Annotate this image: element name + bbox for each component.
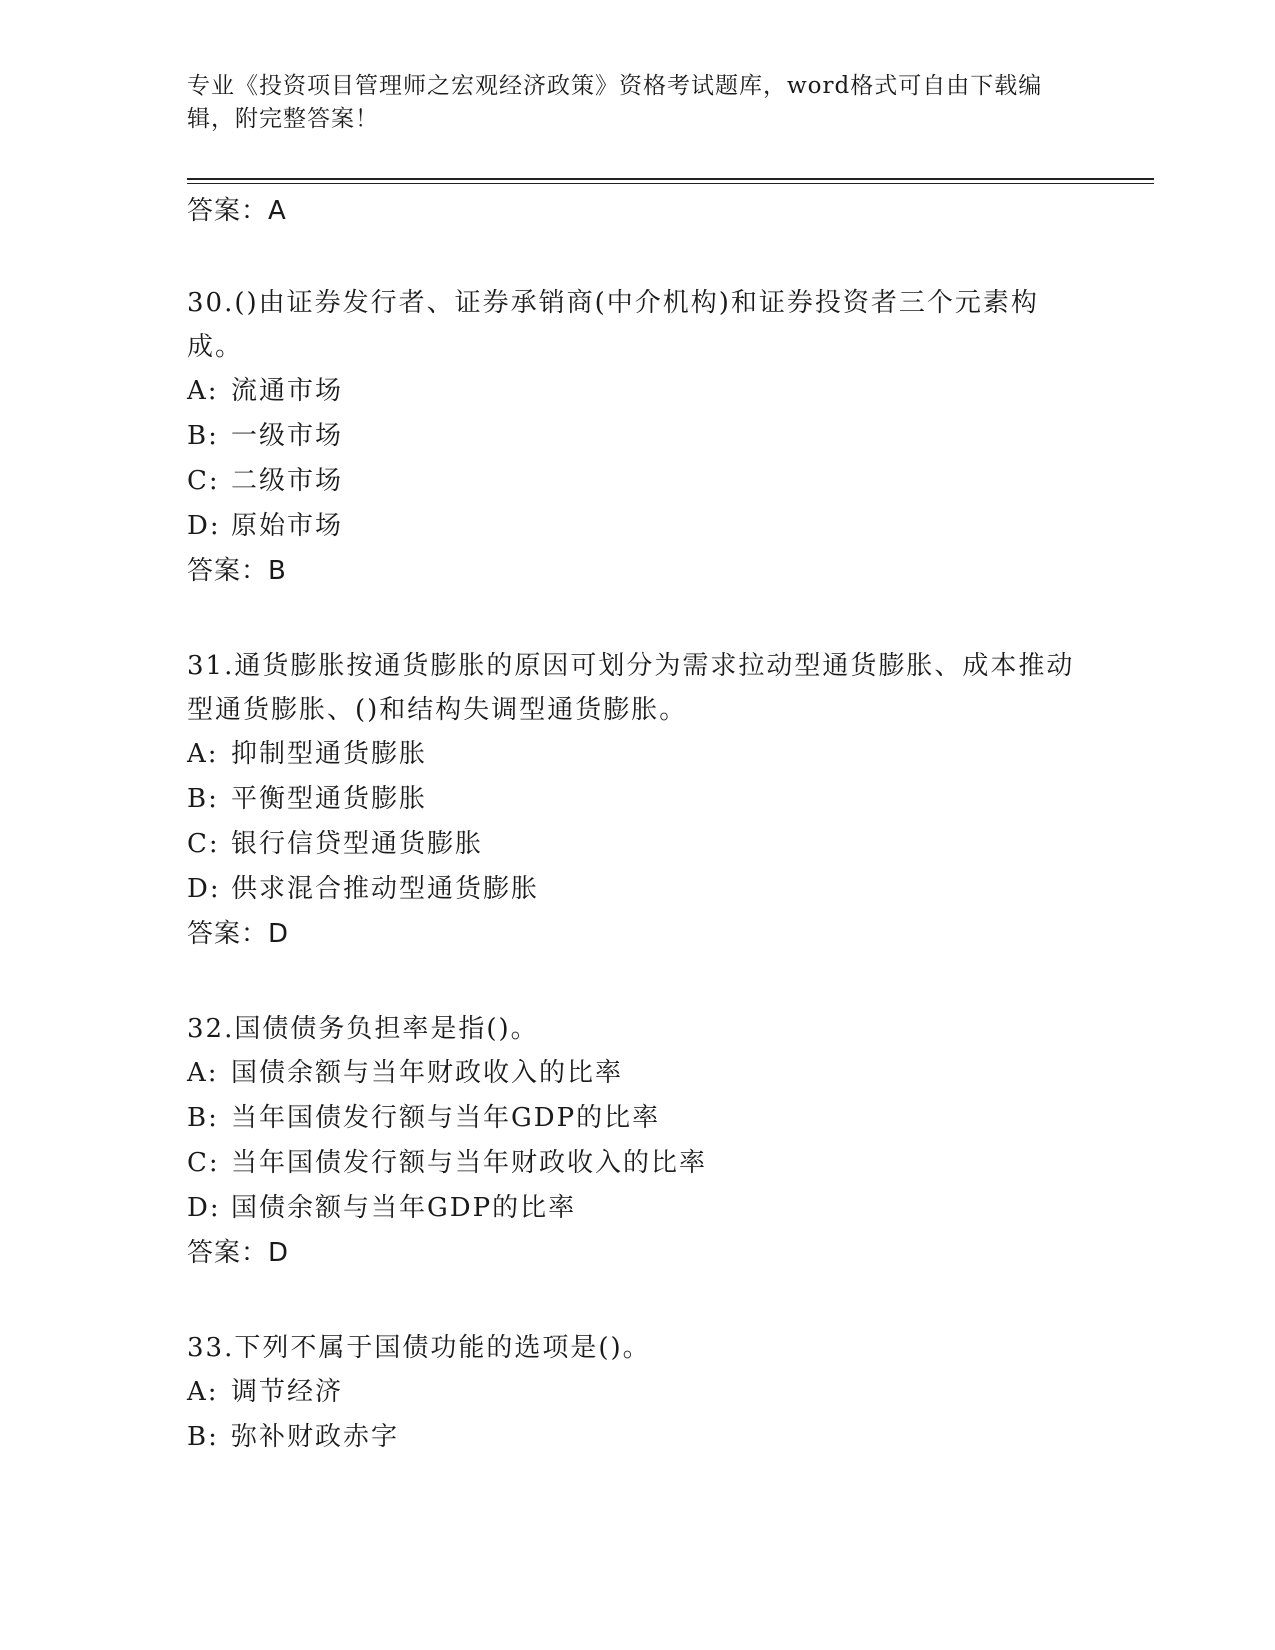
option-a [187, 1051, 1087, 1096]
option-b [187, 414, 1087, 459]
option-d [187, 504, 1087, 549]
option-c [187, 822, 1087, 867]
question-text: 31.通货膨胀按通货膨胀的原因可划分为需求拉动型通货膨胀、成本推动型通货膨胀、()和结构失调型通货膨胀。 [187, 651, 1075, 725]
option-text: 当年国债发行额与当年财政收入的比率 [231, 1148, 708, 1178]
option-letter: C: [187, 829, 220, 859]
option-letter: C: [187, 466, 220, 496]
option-text: 国债余额与当年财政收入的比率 [231, 1058, 624, 1088]
header-rule-thick [187, 178, 1154, 180]
option-letter: A: [187, 1058, 219, 1088]
option-letter: D: [187, 874, 221, 904]
option-c [187, 1141, 1087, 1186]
answer: 答案：D [187, 1238, 290, 1268]
question-text: 33.下列不属于国债功能的选项是()。 [187, 1333, 651, 1363]
option-a [187, 732, 1087, 777]
option-text: 供求混合推动型通货膨胀 [231, 874, 540, 904]
option-text: 平衡型通货膨胀 [231, 784, 428, 814]
option-c [187, 459, 1087, 504]
option-b [187, 1415, 1087, 1460]
option-text: 一级市场 [231, 421, 344, 451]
question-31 [187, 644, 1087, 957]
option-text: 国债余额与当年GDP的比率 [231, 1193, 577, 1223]
option-text: 原始市场 [231, 511, 344, 541]
header-rule-thin [187, 183, 1154, 184]
option-d [187, 1186, 1087, 1231]
question-33 [187, 1326, 1087, 1460]
option-text: 当年国债发行额与当年GDP的比率 [231, 1103, 661, 1133]
option-letter: B: [187, 784, 219, 814]
option-text: 调节经济 [231, 1377, 344, 1407]
option-d [187, 867, 1087, 912]
option-text: 弥补财政赤字 [231, 1422, 400, 1452]
header-title: 专业《投资项目管理师之宏观经济政策》资格考试题库，word格式可自由下载编辑，附完整答案！ [187, 73, 1043, 132]
option-a [187, 369, 1087, 414]
option-letter: A: [187, 739, 219, 769]
question-32 [187, 1007, 1087, 1276]
option-letter: C: [187, 1148, 220, 1178]
option-letter: B: [187, 1103, 219, 1133]
option-text: 银行信贷型通货膨胀 [231, 829, 484, 859]
option-text: 抑制型通货膨胀 [231, 739, 428, 769]
option-letter: A: [187, 1377, 219, 1407]
option-b [187, 777, 1087, 822]
option-letter: A: [187, 376, 219, 406]
previous-answer: 答案：A [187, 196, 287, 226]
question-text: 30.()由证券发行者、证券承销商(中介机构)和证券投资者三个元素构成。 [187, 288, 1039, 362]
answer: 答案：B [187, 556, 287, 586]
option-text: 二级市场 [231, 466, 344, 496]
question-30 [187, 281, 1087, 594]
option-b [187, 1096, 1087, 1141]
option-letter: B: [187, 421, 219, 451]
option-a [187, 1370, 1087, 1415]
question-text: 32.国债债务负担率是指()。 [187, 1014, 539, 1044]
option-letter: B: [187, 1422, 219, 1452]
answer: 答案：D [187, 919, 290, 949]
question-list [187, 191, 1087, 1460]
option-letter: D: [187, 1193, 221, 1223]
option-letter: D: [187, 511, 221, 541]
option-text: 流通市场 [231, 376, 344, 406]
